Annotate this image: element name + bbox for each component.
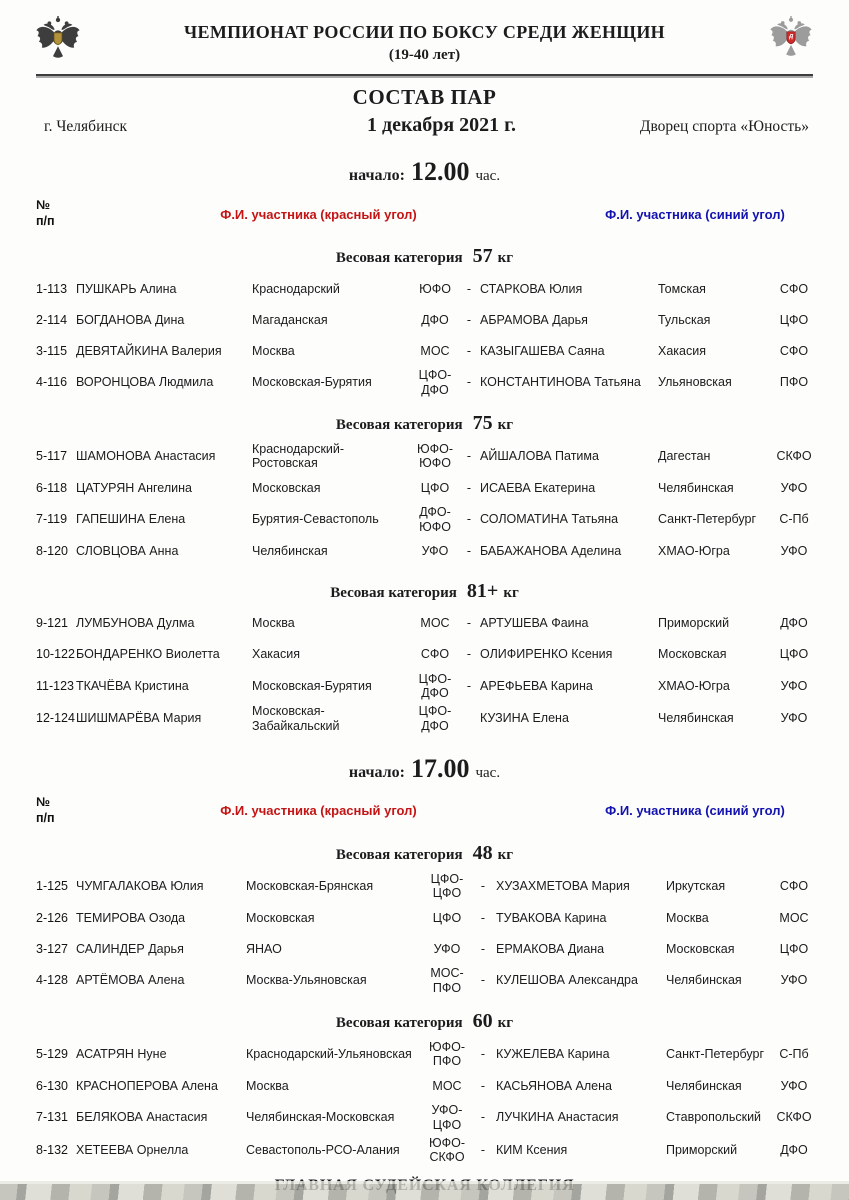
vs-dash: - [480, 1046, 486, 1061]
red-corner-name: ТКАЧЁВА Кристина [76, 678, 189, 693]
red-corner-name: ШИШМАРЁВА Мария [76, 711, 202, 726]
vs-dash: - [466, 480, 472, 495]
blue-corner-district: СФО [779, 878, 809, 893]
blue-corner-name: АБРАМОВА Дарья [480, 312, 588, 327]
weight-category-label: Весовая категория [335, 846, 463, 863]
bout-row [0, 672, 849, 702]
bout-number: 6-118 [36, 480, 68, 495]
red-corner-region: Москва [246, 1078, 289, 1093]
weight-category-heading [0, 580, 849, 603]
bout-row [0, 641, 849, 669]
blue-corner-name: БАБАЖАНОВА Аделина [480, 544, 622, 559]
session-start-time [0, 754, 849, 784]
red-corner-district: ДФО [421, 312, 449, 327]
blue-corner-region: Иркутская [666, 878, 726, 893]
blue-corner-region: ХМАО-Югра [658, 678, 730, 693]
blue-corner-name: АРТУШЕВА Фаина [480, 616, 589, 631]
blue-corner-name: КУЖЕЛЕВА Карина [496, 1046, 610, 1061]
bout-number: 11-123 [36, 678, 74, 693]
title-line2: (19-40 лет) [388, 47, 461, 63]
blue-corner-region: Московская [658, 647, 727, 662]
start-label: начало: [348, 763, 405, 781]
red-corner-district: ЦФО-ДФО [418, 368, 452, 397]
weight-category-heading [0, 412, 849, 435]
blue-corner-region: Томская [658, 281, 706, 296]
vs-dash: - [466, 678, 472, 693]
blue-corner-district: ЦФО [779, 312, 809, 327]
red-corner-region: Московская-Забайкальский [252, 704, 340, 733]
bout-row [0, 966, 849, 996]
vs-dash: - [480, 973, 486, 988]
number-sign: № [36, 794, 50, 809]
weight-unit: кг [497, 250, 514, 266]
ministry-sport-eagle-icon [34, 14, 82, 66]
red-corner-district: МОС [420, 616, 450, 631]
red-corner-region: Краснодарский [252, 281, 340, 296]
blue-corner-district: ЦФО [779, 941, 809, 956]
bout-row [0, 306, 849, 334]
bout-number: 9-121 [36, 616, 68, 631]
number-sub: п/п [36, 810, 55, 825]
weight-category-label: Весовая категория [330, 584, 457, 601]
vs-dash: - [466, 343, 472, 358]
red-corner-name: САЛИНДЕР Дарья [76, 941, 184, 956]
bout-number: 4-116 [36, 375, 68, 390]
bout-number: 5-129 [36, 1046, 68, 1061]
bout-row [0, 935, 849, 963]
session-2 [0, 754, 849, 1166]
bout-row [0, 1103, 849, 1133]
table-header-row [0, 792, 849, 828]
bout-row [0, 872, 849, 902]
bout-number: 7-131 [36, 1110, 68, 1125]
bout-number: 12-124 [36, 711, 75, 726]
blue-corner-district: МОС [779, 910, 809, 925]
blue-corner-name: ОЛИФИРЕНКО Ксения [480, 647, 613, 662]
weight-category-heading [0, 1010, 849, 1033]
red-corner-district: ЦФО-ЦФО [430, 871, 464, 901]
red-corner-district: ЦФО-ДФО [418, 704, 452, 733]
number-sign: № [36, 198, 50, 213]
bout-row [0, 610, 849, 638]
column-header-blue-corner: Ф.И. участника (синий угол) [605, 206, 785, 222]
blue-corner-region: Приморский [666, 1142, 738, 1157]
red-corner-name: ШАМОНОВА Анастасия [76, 448, 216, 463]
blue-corner-district: СКФО [776, 1110, 812, 1125]
document-title: СОСТАВ ПАР [352, 85, 497, 109]
red-corner-region: ЯНАО [246, 941, 282, 956]
bout-number: 1-113 [36, 281, 68, 296]
red-corner-name: АРТЁМОВА Алена [76, 973, 185, 988]
red-corner-name: СЛОВЦОВА Анна [76, 544, 179, 559]
championship-title [82, 14, 767, 64]
vs-dash: - [480, 878, 486, 893]
weight-value: 75 [472, 411, 493, 434]
blue-corner-district: УФО [780, 544, 808, 559]
red-corner-region: Севастополь-РСО-Алания [246, 1142, 400, 1157]
red-corner-region: Москва-Ульяновская [246, 973, 367, 988]
vs-dash: - [466, 647, 472, 662]
blue-corner-region: Московская [666, 941, 735, 956]
blue-corner-name: КУЛЕШОВА Александра [496, 973, 638, 988]
blue-corner-district: ПФО [779, 375, 809, 390]
bout-row [0, 704, 849, 734]
column-header-red-corner: Ф.И. участника (красный угол) [220, 206, 417, 222]
red-corner-name: БЕЛЯКОВА Анастасия [76, 1110, 208, 1125]
bout-number: 8-120 [36, 544, 68, 559]
blue-corner-name: АЙШАЛОВА Патима [480, 448, 599, 463]
session-1 [0, 157, 849, 734]
red-corner-district: УФО [421, 544, 449, 559]
start-suffix: час. [475, 168, 501, 184]
vs-dash: - [466, 375, 472, 390]
vs-dash: - [466, 312, 472, 327]
blue-corner-name: ЛУЧКИНА Анастасия [496, 1110, 619, 1125]
weight-category-heading [0, 245, 849, 268]
weight-unit: кг [497, 1014, 514, 1031]
blue-corner-region: Тульская [658, 312, 711, 327]
blue-corner-region: Челябинская [666, 973, 742, 988]
table-header-row [0, 195, 849, 231]
red-corner-district: ЦФО-ДФО [418, 671, 452, 701]
red-corner-region: Челябинская-Московская [246, 1110, 395, 1125]
blue-corner-region: Приморский [658, 616, 730, 631]
bout-row [0, 442, 849, 472]
vs-dash: - [480, 941, 486, 956]
red-corner-name: АСАТРЯН Нуне [76, 1046, 167, 1061]
bout-number: 5-117 [36, 448, 68, 463]
blue-corner-district: СФО [779, 281, 809, 296]
blue-corner-name: КИМ Ксения [496, 1142, 568, 1157]
weight-category-label: Весовая категория [335, 250, 463, 266]
event-venue: Дворец спорта «Юность» [639, 118, 809, 135]
document-header [0, 0, 849, 70]
red-corner-district: МОС-ПФО [430, 966, 464, 995]
red-corner-name: БОНДАРЕНКО Виолетта [76, 647, 220, 662]
blue-corner-region: ХМАО-Югра [658, 544, 730, 559]
blue-corner-region: Челябинская [666, 1078, 742, 1093]
blue-corner-region: Ульяновская [658, 375, 732, 390]
blue-corner-name: КУЗИНА Елена [480, 711, 569, 726]
vs-dash: - [466, 448, 472, 463]
vs-dash: - [480, 1078, 486, 1093]
bout-row [0, 904, 849, 932]
number-sub: п/п [36, 214, 55, 228]
red-corner-name: ГАПЕШИНА Елена [76, 512, 186, 527]
red-corner-district: ЦФО [420, 480, 450, 495]
blue-corner-name: СОЛОМАТИНА Татьяна [480, 512, 619, 527]
red-corner-district: МОС [420, 343, 450, 358]
bout-row [0, 1072, 849, 1100]
bout-row [0, 474, 849, 502]
red-corner-district: ЮФО-СКФО [428, 1135, 466, 1165]
bout-row [0, 1136, 849, 1166]
event-date: 1 декабря 2021 г. [367, 114, 516, 136]
red-corner-district: ЮФО-ПФО [428, 1039, 466, 1069]
blue-corner-region: Дагестан [658, 448, 711, 463]
red-corner-name: ВОРОНЦОВА Людмила [76, 375, 214, 390]
start-time-value: 12.00 [410, 157, 470, 186]
red-corner-region: Челябинская [252, 544, 328, 559]
column-header-number [36, 795, 86, 826]
vs-dash: - [480, 1110, 486, 1125]
bout-number: 7-119 [36, 512, 68, 527]
red-corner-region: Москва [252, 343, 295, 358]
blue-corner-region: Хакасия [658, 343, 706, 358]
weight-unit: кг [497, 846, 514, 863]
blue-corner-district: УФО [780, 711, 808, 726]
blue-corner-district: ДФО [780, 1142, 808, 1157]
blue-corner-district: УФО [780, 480, 808, 495]
column-header-red-corner: Ф.И. участника (красный угол) [220, 803, 417, 818]
red-corner-name: ЛУМБУНОВА Дулма [76, 616, 195, 631]
red-corner-district: УФО-ЦФО [431, 1103, 463, 1132]
bout-row [0, 368, 849, 398]
blue-corner-region: Москва [666, 910, 709, 925]
blue-corner-district: СКФО [776, 448, 812, 463]
boxing-federation-eagle-icon [767, 14, 815, 66]
red-corner-region: Московская-Брянская [246, 878, 374, 893]
blue-corner-district: УФО [780, 973, 808, 988]
weight-category-label: Весовая категория [335, 416, 463, 433]
red-corner-district: ЮФО [419, 281, 451, 296]
bout-number: 2-126 [36, 910, 68, 925]
red-corner-district: МОС [432, 1078, 462, 1093]
vs-dash: - [466, 512, 472, 527]
blue-corner-name: КОНСТАНТИНОВА Татьяна [480, 375, 641, 390]
event-location-row [0, 110, 849, 137]
bout-number: 3-127 [36, 941, 68, 956]
bout-row [0, 337, 849, 365]
red-corner-name: ПУШКАРЬ Алина [76, 281, 177, 296]
bout-number: 6-130 [36, 1078, 68, 1093]
blue-corner-district: ДФО [780, 616, 808, 631]
blue-corner-name: ХУЗАХМЕТОВА Мария [496, 878, 630, 893]
red-corner-district: ЮФО-ЮФО [416, 441, 454, 471]
blue-corner-district: ЦФО [779, 647, 809, 662]
blue-corner-region: Санкт-Петербург [658, 512, 757, 527]
weight-value: 81+ [466, 579, 499, 602]
red-corner-region: Московская [246, 910, 315, 925]
red-corner-name: КРАСНОПЕРОВА Алена [76, 1078, 218, 1093]
blue-corner-district: С-Пб [779, 512, 809, 527]
bout-number: 2-114 [36, 312, 68, 327]
weight-value: 57 [472, 245, 493, 267]
bout-number: 8-132 [36, 1142, 68, 1157]
weight-value: 48 [472, 841, 493, 864]
bout-number: 3-115 [36, 343, 68, 358]
weight-value: 60 [472, 1009, 493, 1032]
red-corner-region: Бурятия-Севастополь [252, 512, 379, 527]
red-corner-district: ДФО-ЮФО [419, 505, 451, 534]
session-start-time [0, 157, 849, 187]
event-city: г. Челябинск [44, 118, 128, 135]
start-time-value: 17.00 [410, 753, 470, 783]
bout-row [0, 275, 849, 303]
start-label: начало: [348, 167, 405, 184]
vs-dash: - [466, 544, 472, 559]
scan-artifact-strip [0, 1181, 849, 1200]
red-corner-district: ЦФО [432, 910, 462, 925]
vs-dash: - [466, 616, 472, 631]
bout-number: 4-128 [36, 973, 68, 988]
column-header-number [36, 198, 86, 229]
red-corner-district: УФО [433, 941, 461, 956]
blue-corner-region: Санкт-Петербург [666, 1046, 765, 1061]
bout-row [0, 1040, 849, 1070]
blue-corner-district: С-Пб [779, 1046, 809, 1061]
blue-corner-name: КАСЬЯНОВА Алена [496, 1078, 612, 1093]
vs-dash: - [480, 1142, 486, 1157]
blue-corner-region: Челябинская [658, 711, 734, 726]
blue-corner-name: АРЕФЬЕВА Карина [480, 678, 593, 693]
weight-category-heading [0, 842, 849, 865]
red-corner-name: БОГДАНОВА Дина [76, 312, 185, 327]
weight-category-label: Весовая категория [335, 1014, 463, 1031]
sessions-container [0, 157, 849, 1165]
blue-corner-name: ЕРМАКОВА Диана [496, 941, 605, 956]
red-corner-name: ДЕВЯТАЙКИНА Валерия [76, 343, 222, 358]
red-corner-region: Краснодарский-Ростовская [252, 441, 345, 471]
blue-corner-name: ИСАЕВА Екатерина [480, 480, 596, 495]
header-divider [36, 74, 813, 78]
bout-number: 10-122 [36, 647, 75, 662]
red-corner-region: Московская-Бурятия [252, 678, 372, 693]
blue-corner-name: КАЗЫГАШЕВА Саяна [480, 343, 605, 358]
bout-row [0, 538, 849, 566]
red-corner-region: Хакасия [252, 647, 300, 662]
red-corner-name: ЧУМГАЛАКОВА Юлия [76, 878, 204, 893]
red-corner-region: Краснодарский-Ульяновская [246, 1046, 412, 1061]
bout-row [0, 505, 849, 535]
weight-unit: кг [503, 584, 519, 601]
red-corner-region: Магаданская [252, 312, 328, 327]
red-corner-name: ХЕТЕЕВА Орнелла [76, 1142, 189, 1157]
blue-corner-district: СФО [779, 343, 809, 358]
weight-unit: кг [497, 416, 514, 433]
vs-dash: - [466, 281, 472, 296]
red-corner-region: Московская-Бурятия [252, 375, 372, 390]
start-suffix: час. [475, 764, 501, 781]
bout-number: 1-125 [36, 878, 68, 893]
blue-corner-district: УФО [780, 1078, 808, 1093]
red-corner-region: Московская [252, 480, 321, 495]
blue-corner-region: Челябинская [658, 480, 734, 495]
red-corner-district: СФО [420, 647, 450, 662]
vs-dash: - [480, 910, 486, 925]
title-line1: ЧЕМПИОНАТ РОССИИ ПО БОКСУ СРЕДИ ЖЕНЩИН [184, 22, 665, 42]
red-corner-name: ЦАТУРЯН Ангелина [76, 480, 192, 495]
blue-corner-district: УФО [780, 678, 808, 693]
blue-corner-region: Ставропольский [666, 1110, 762, 1125]
red-corner-region: Москва [252, 616, 295, 631]
column-header-blue-corner: Ф.И. участника (синий угол) [605, 803, 785, 818]
blue-corner-name: ТУВАКОВА Карина [496, 910, 607, 925]
blue-corner-name: СТАРКОВА Юлия [480, 281, 583, 296]
red-corner-name: ТЕМИРОВА Озода [76, 910, 186, 925]
